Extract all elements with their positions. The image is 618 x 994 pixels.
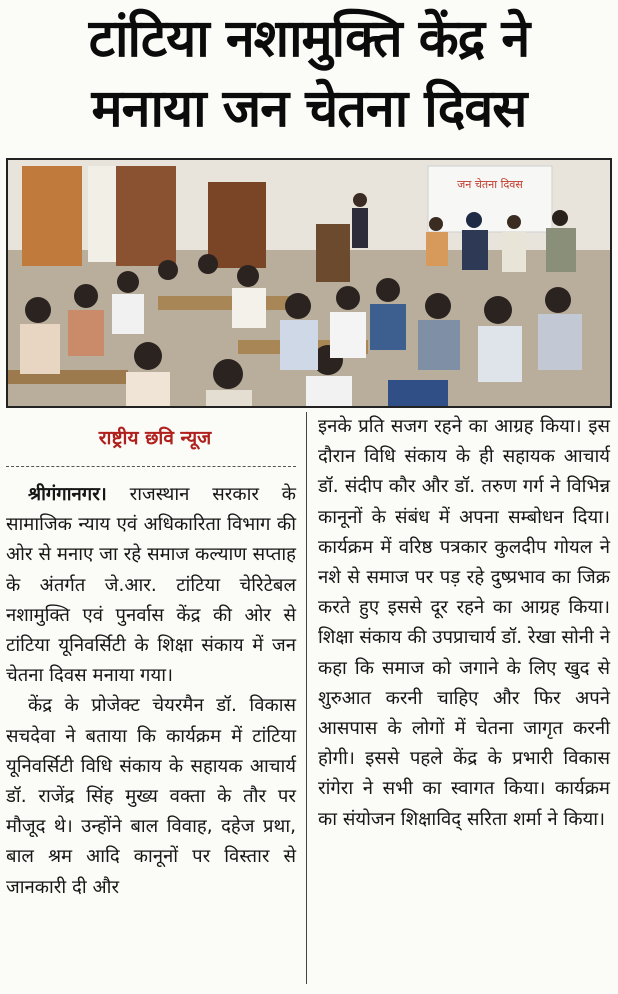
- banner-text: जन चेतना दिवस: [457, 178, 523, 191]
- column-divider: [306, 412, 307, 984]
- headline-line-1: टांटिया नशामुक्ति केंद्र ने: [88, 9, 530, 69]
- byline: राष्ट्रीय छवि न्यूज: [98, 427, 212, 449]
- paragraph-1-text: राजस्थान सरकार के सामाजिक न्याय एवं अधिकारिता विभाग की ओर से मनाए जा रहे समाज कल्याण सप्ताह के अंतर्गत जे.आर. टांटिया चेरिटेबल नशामुक्ति एवं पुनर्वास केंद्र की ओर से टांटिया यूनिवर्सिटी के शिक्षा संकाय में जन चेतना दिवस मनाया गया।: [6, 484, 296, 687]
- event-photo: [6, 158, 612, 408]
- article-column-right: [318, 412, 610, 835]
- article-headline: [0, 4, 618, 144]
- byline-rule: [6, 466, 296, 467]
- headline-line-2: मनाया जन चेतना दिवस: [91, 79, 527, 139]
- dateline: श्रीगंगानगर।: [28, 484, 107, 505]
- article-column-left: [6, 480, 296, 903]
- paragraph-2: केंद्र के प्रोजेक्ट चेयरमैन डॉ. विकास सचदेवा ने बताया कि कार्यक्रम में टांटिया यूनिवर्सिटी विधि संकाय के सहायक आचार्य डॉ. राजेंद्र सिंह मुख्य वक्ता के तौर पर मौजूद थे। उन्होंने बाल विवाह, दहेज प्रथा, बाल श्रम आदि कानूनों पर विस्तार से जानकारी दी और: [6, 695, 296, 898]
- paragraph-3: इनके प्रति सजग रहने का आग्रह किया। इस दौरान विधि संकाय के ही सहायक आचार्य डॉ. संदीप कौर और डॉ. तरुण गर्ग ने विभिन्न कानूनों के संबंध में अपना सम्बोधन दिया। कार्यक्रम में वरिष्ठ पत्रकार कुलदीप गोयल ने नशे से समाज पर पड़ रहे दुष्प्रभाव का जिक्र करते हुए इससे दूर रहने का आग्रह किया। शिक्षा संकाय की उपप्राचार्य डॉ. रेखा सोनी ने कहा कि समाज को जगाने के लिए खुद से शुरुआत करनी चाहिए और फिर अपने आसपास के लोगों में चेतना जागृत करनी होगी। इससे पहले केंद्र के प्रभारी विकास रांगेरा ने सभी का स्वागत किया। कार्यक्रम का संयोजन शिक्षाविद् सरिता शर्मा ने किया।: [318, 416, 610, 830]
- paragraph-1: [6, 480, 296, 691]
